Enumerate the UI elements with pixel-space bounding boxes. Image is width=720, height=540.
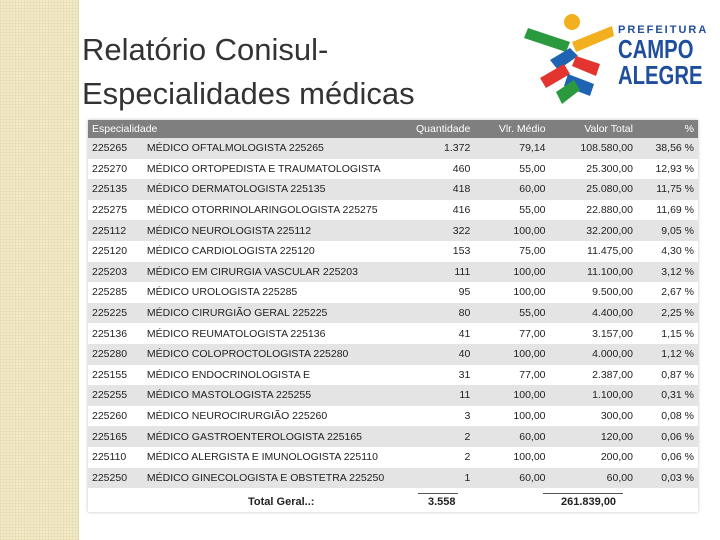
cell-percent: 2,25 % (637, 303, 698, 324)
cell-code: 225250 (88, 468, 143, 489)
total-quantity: 3.558 (428, 496, 456, 508)
table-row (88, 344, 698, 365)
cell-quantity: 2 (405, 447, 474, 468)
cell-specialty: MÉDICO NEUROCIRURGIÃO 225260 (143, 406, 405, 427)
cell-quantity: 460 (405, 159, 474, 180)
cell-quantity: 80 (405, 303, 474, 324)
header-percent: % (637, 120, 698, 138)
table-row (88, 179, 698, 200)
table-row (88, 447, 698, 468)
cell-percent: 0,08 % (637, 406, 698, 427)
cell-quantity: 3 (405, 406, 474, 427)
cell-quantity: 416 (405, 200, 474, 221)
cell-average-value: 100,00 (474, 447, 549, 468)
cell-total-value: 200,00 (550, 447, 637, 468)
cell-average-value: 100,00 (474, 385, 549, 406)
cell-total-value: 108.580,00 (550, 138, 637, 159)
cell-total-value: 60,00 (550, 468, 637, 489)
cell-code: 225155 (88, 365, 143, 386)
cell-percent: 2,67 % (637, 282, 698, 303)
cell-total-value: 22.880,00 (550, 200, 637, 221)
header-valor-total: Valor Total (550, 120, 637, 138)
logo-line-campo: CAMPO (618, 34, 694, 64)
cell-average-value: 100,00 (474, 220, 549, 241)
cell-quantity: 11 (405, 385, 474, 406)
cell-percent: 11,75 % (637, 179, 698, 200)
cell-quantity: 95 (405, 282, 474, 303)
report-table-container (88, 120, 698, 512)
cell-total-value: 1.100,00 (550, 385, 637, 406)
cell-total-value: 25.300,00 (550, 159, 637, 180)
cell-average-value: 100,00 (474, 406, 549, 427)
cell-code: 225165 (88, 426, 143, 447)
cell-average-value: 77,00 (474, 323, 549, 344)
cell-total-value: 9.500,00 (550, 282, 637, 303)
cell-average-value: 55,00 (474, 303, 549, 324)
cell-quantity: 40 (405, 344, 474, 365)
cell-average-value: 79,14 (474, 138, 549, 159)
table-header-row (88, 120, 698, 138)
cell-percent: 3,12 % (637, 262, 698, 283)
cell-total-value: 120,00 (550, 426, 637, 447)
table-row (88, 220, 698, 241)
cell-percent: 38,56 % (637, 138, 698, 159)
cell-specialty: MÉDICO COLOPROCTOLOGISTA 225280 (143, 344, 405, 365)
cell-code: 225112 (88, 220, 143, 241)
cell-quantity: 31 (405, 365, 474, 386)
cell-specialty: MÉDICO ENDOCRINOLOGISTA E (143, 365, 405, 386)
cell-specialty: MÉDICO DERMATOLOGISTA 225135 (143, 179, 405, 200)
cell-specialty: MÉDICO GINECOLOGISTA E OBSTETRA 225250 (143, 468, 405, 489)
cell-average-value: 60,00 (474, 426, 549, 447)
cell-code: 225203 (88, 262, 143, 283)
table-body (88, 138, 698, 488)
cell-code: 225270 (88, 159, 143, 180)
cell-code: 225260 (88, 406, 143, 427)
cell-specialty: MÉDICO MASTOLOGISTA 225255 (143, 385, 405, 406)
logo-text (618, 24, 720, 88)
cell-specialty: MÉDICO ALERGISTA E IMUNOLOGISTA 225110 (143, 447, 405, 468)
cell-quantity: 2 (405, 426, 474, 447)
cell-code: 225110 (88, 447, 143, 468)
cell-code: 225136 (88, 323, 143, 344)
cell-percent: 11,69 % (637, 200, 698, 221)
table-row (88, 200, 698, 221)
cell-code: 225120 (88, 241, 143, 262)
cell-total-value: 25.080,00 (550, 179, 637, 200)
cell-specialty: MÉDICO OTORRINOLARINGOLOGISTA 225275 (143, 200, 405, 221)
cell-percent: 4,30 % (637, 241, 698, 262)
table-row (88, 426, 698, 447)
cell-percent: 0,03 % (637, 468, 698, 489)
table-row (88, 262, 698, 283)
cell-quantity: 1.372 (405, 138, 474, 159)
table-row (88, 385, 698, 406)
cell-specialty: MÉDICO ORTOPEDISTA E TRAUMATOLOGISTA (143, 159, 405, 180)
cell-code: 225255 (88, 385, 143, 406)
cell-specialty: MÉDICO CIRURGIÃO GERAL 225225 (143, 303, 405, 324)
cell-quantity: 1 (405, 468, 474, 489)
total-row (88, 492, 698, 512)
cell-average-value: 55,00 (474, 200, 549, 221)
cell-code: 225285 (88, 282, 143, 303)
cell-percent: 12,93 % (637, 159, 698, 180)
cell-quantity: 41 (405, 323, 474, 344)
cell-percent: 0,06 % (637, 426, 698, 447)
total-value: 261.839,00 (561, 496, 617, 508)
cell-specialty: MÉDICO REUMATOLOGISTA 225136 (143, 323, 405, 344)
cell-percent: 1,15 % (637, 323, 698, 344)
header-especialidade: Especialidade (88, 120, 405, 138)
cell-average-value: 60,00 (474, 468, 549, 489)
cell-average-value: 77,00 (474, 365, 549, 386)
cell-code: 225265 (88, 138, 143, 159)
cell-percent: 9,05 % (637, 220, 698, 241)
cell-specialty: MÉDICO GASTROENTEROLOGISTA 225165 (143, 426, 405, 447)
logo-line-alegre: ALEGRE (618, 60, 703, 90)
header-quantidade: Quantidade (405, 120, 474, 138)
cell-code: 225280 (88, 344, 143, 365)
cell-average-value: 55,00 (474, 159, 549, 180)
cell-total-value: 4.400,00 (550, 303, 637, 324)
cell-percent: 0,87 % (637, 365, 698, 386)
cell-percent: 0,31 % (637, 385, 698, 406)
cell-total-value: 32.200,00 (550, 220, 637, 241)
cell-code: 225275 (88, 200, 143, 221)
header-vlr-medio: Vlr. Médio (474, 120, 549, 138)
cell-average-value: 100,00 (474, 262, 549, 283)
table-row (88, 323, 698, 344)
table-row (88, 138, 698, 159)
cell-total-value: 11.475,00 (550, 241, 637, 262)
table-row (88, 159, 698, 180)
cell-specialty: MÉDICO UROLOGISTA 225285 (143, 282, 405, 303)
decorative-side-strip (0, 0, 79, 540)
table-row (88, 406, 698, 427)
cell-specialty: MÉDICO CARDIOLOGISTA 225120 (143, 241, 405, 262)
cell-average-value: 75,00 (474, 241, 549, 262)
cell-total-value: 2.387,00 (550, 365, 637, 386)
cell-percent: 0,06 % (637, 447, 698, 468)
cell-quantity: 153 (405, 241, 474, 262)
cell-code: 225135 (88, 179, 143, 200)
cell-average-value: 100,00 (474, 282, 549, 303)
cell-quantity: 418 (405, 179, 474, 200)
logo-line-prefeitura: PREFEITURA (618, 24, 709, 36)
table-row (88, 468, 698, 489)
cell-average-value: 60,00 (474, 179, 549, 200)
cell-total-value: 3.157,00 (550, 323, 637, 344)
cell-average-value: 100,00 (474, 344, 549, 365)
cell-code: 225225 (88, 303, 143, 324)
table-row (88, 303, 698, 324)
cell-specialty: MÉDICO NEUROLOGISTA 225112 (143, 220, 405, 241)
table-row (88, 282, 698, 303)
specialties-table (88, 120, 698, 488)
cell-quantity: 322 (405, 220, 474, 241)
table-row (88, 241, 698, 262)
cell-percent: 1,12 % (637, 344, 698, 365)
total-label: Total Geral..: (248, 496, 315, 508)
cell-total-value: 300,00 (550, 406, 637, 427)
table-row (88, 365, 698, 386)
cell-specialty: MÉDICO OFTALMOLOGISTA 225265 (143, 138, 405, 159)
cell-total-value: 11.100,00 (550, 262, 637, 283)
cell-total-value: 4.000,00 (550, 344, 637, 365)
page-title: Relatório Conisul-Especialidades médicas (82, 32, 415, 111)
cell-quantity: 111 (405, 262, 474, 283)
cell-specialty: MÉDICO EM CIRURGIA VASCULAR 225203 (143, 262, 405, 283)
